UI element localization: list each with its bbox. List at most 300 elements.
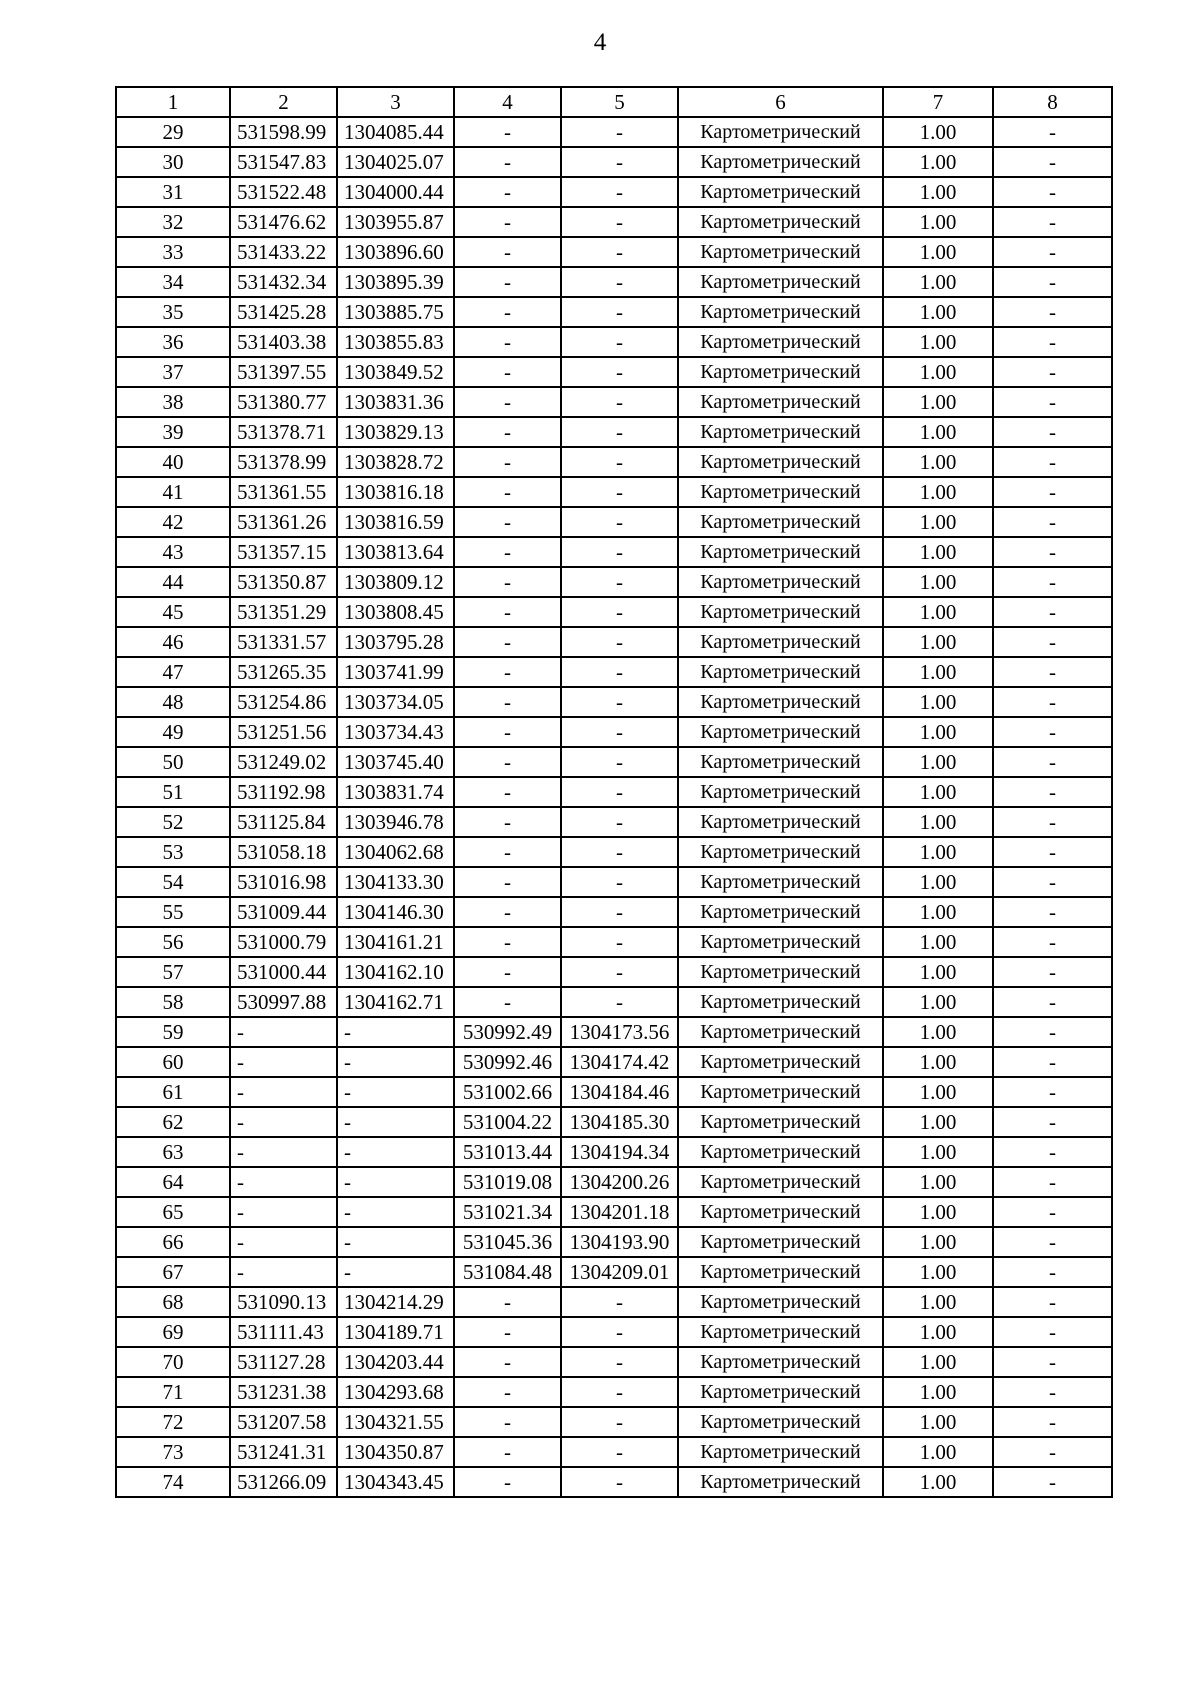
method-cell: Картометрический xyxy=(678,1077,883,1107)
coordinates-table xyxy=(115,86,1113,1498)
point-number-cell: 46 xyxy=(116,627,230,657)
table-row xyxy=(116,1017,1112,1047)
x-coord-alt-cell: - xyxy=(454,1317,561,1347)
point-number-cell: 62 xyxy=(116,1107,230,1137)
y-coord-cell: - xyxy=(337,1107,454,1137)
method-cell: Картометрический xyxy=(678,837,883,867)
x-coord-alt-cell: - xyxy=(454,507,561,537)
y-coord-cell: 1304000.44 xyxy=(337,177,454,207)
y-coord-cell: - xyxy=(337,1227,454,1257)
note-cell: - xyxy=(993,297,1112,327)
x-coord-alt-cell: - xyxy=(454,927,561,957)
note-cell: - xyxy=(993,1377,1112,1407)
point-number-cell: 48 xyxy=(116,687,230,717)
method-cell: Картометрический xyxy=(678,1017,883,1047)
method-cell: Картометрический xyxy=(678,627,883,657)
note-cell: - xyxy=(993,1107,1112,1137)
point-number-cell: 32 xyxy=(116,207,230,237)
method-cell: Картометрический xyxy=(678,777,883,807)
y-coord-alt-cell: - xyxy=(561,567,678,597)
note-cell: - xyxy=(993,657,1112,687)
note-cell: - xyxy=(993,507,1112,537)
x-coord-cell: - xyxy=(230,1167,337,1197)
note-cell: - xyxy=(993,837,1112,867)
y-coord-cell: - xyxy=(337,1047,454,1077)
table-row xyxy=(116,477,1112,507)
point-number-cell: 31 xyxy=(116,177,230,207)
point-number-cell: 53 xyxy=(116,837,230,867)
point-number-cell: 61 xyxy=(116,1077,230,1107)
method-cell: Картометрический xyxy=(678,447,883,477)
x-coord-cell: 531351.29 xyxy=(230,597,337,627)
note-cell: - xyxy=(993,387,1112,417)
y-coord-cell: 1303795.28 xyxy=(337,627,454,657)
x-coord-cell: 531058.18 xyxy=(230,837,337,867)
table-row xyxy=(116,867,1112,897)
note-cell: - xyxy=(993,987,1112,1017)
header-cell: 5 xyxy=(561,87,678,117)
y-coord-alt-cell: - xyxy=(561,507,678,537)
y-coord-alt-cell: - xyxy=(561,747,678,777)
point-number-cell: 72 xyxy=(116,1407,230,1437)
y-coord-alt-cell: - xyxy=(561,1437,678,1467)
y-coord-cell: 1304203.44 xyxy=(337,1347,454,1377)
table-row xyxy=(116,537,1112,567)
note-cell: - xyxy=(993,1167,1112,1197)
y-coord-cell: 1303813.64 xyxy=(337,537,454,567)
accuracy-cell: 1.00 xyxy=(883,357,993,387)
accuracy-cell: 1.00 xyxy=(883,237,993,267)
x-coord-alt-cell: - xyxy=(454,987,561,1017)
point-number-cell: 58 xyxy=(116,987,230,1017)
method-cell: Картометрический xyxy=(678,1347,883,1377)
y-coord-cell: 1303895.39 xyxy=(337,267,454,297)
point-number-cell: 41 xyxy=(116,477,230,507)
y-coord-cell: 1303745.40 xyxy=(337,747,454,777)
y-coord-cell: 1304025.07 xyxy=(337,147,454,177)
x-coord-alt-cell: - xyxy=(454,477,561,507)
y-coord-alt-cell: - xyxy=(561,477,678,507)
y-coord-alt-cell: - xyxy=(561,237,678,267)
table-row xyxy=(116,747,1112,777)
table-row xyxy=(116,267,1112,297)
accuracy-cell: 1.00 xyxy=(883,267,993,297)
y-coord-alt-cell: - xyxy=(561,537,678,567)
table-row xyxy=(116,1137,1112,1167)
note-cell: - xyxy=(993,177,1112,207)
x-coord-alt-cell: - xyxy=(454,597,561,627)
x-coord-cell: 531378.99 xyxy=(230,447,337,477)
x-coord-cell: - xyxy=(230,1197,337,1227)
y-coord-alt-cell: - xyxy=(561,897,678,927)
method-cell: Картометрический xyxy=(678,1047,883,1077)
x-coord-alt-cell: - xyxy=(454,627,561,657)
accuracy-cell: 1.00 xyxy=(883,867,993,897)
x-coord-alt-cell: 531045.36 xyxy=(454,1227,561,1257)
method-cell: Картометрический xyxy=(678,1137,883,1167)
y-coord-alt-cell: - xyxy=(561,1377,678,1407)
method-cell: Картометрический xyxy=(678,1287,883,1317)
method-cell: Картометрический xyxy=(678,1167,883,1197)
table-row xyxy=(116,777,1112,807)
x-coord-cell: 531207.58 xyxy=(230,1407,337,1437)
x-coord-cell: - xyxy=(230,1077,337,1107)
x-coord-alt-cell: - xyxy=(454,897,561,927)
table-row xyxy=(116,987,1112,1017)
accuracy-cell: 1.00 xyxy=(883,507,993,537)
point-number-cell: 44 xyxy=(116,567,230,597)
x-coord-alt-cell: - xyxy=(454,357,561,387)
point-number-cell: 39 xyxy=(116,417,230,447)
x-coord-alt-cell: - xyxy=(454,567,561,597)
x-coord-alt-cell: - xyxy=(454,117,561,147)
accuracy-cell: 1.00 xyxy=(883,657,993,687)
accuracy-cell: 1.00 xyxy=(883,777,993,807)
y-coord-cell: 1303734.43 xyxy=(337,717,454,747)
y-coord-alt-cell: - xyxy=(561,447,678,477)
y-coord-alt-cell: - xyxy=(561,357,678,387)
note-cell: - xyxy=(993,567,1112,597)
x-coord-cell: 531009.44 xyxy=(230,897,337,927)
x-coord-alt-cell: 531004.22 xyxy=(454,1107,561,1137)
y-coord-alt-cell: - xyxy=(561,627,678,657)
table-row xyxy=(116,447,1112,477)
note-cell: - xyxy=(993,717,1112,747)
method-cell: Картометрический xyxy=(678,1467,883,1497)
x-coord-cell: 531403.38 xyxy=(230,327,337,357)
x-coord-alt-cell: - xyxy=(454,687,561,717)
table-row xyxy=(116,387,1112,417)
table-row xyxy=(116,417,1112,447)
point-number-cell: 66 xyxy=(116,1227,230,1257)
x-coord-alt-cell: - xyxy=(454,387,561,417)
y-coord-alt-cell: - xyxy=(561,867,678,897)
note-cell: - xyxy=(993,117,1112,147)
y-coord-cell: - xyxy=(337,1137,454,1167)
point-number-cell: 47 xyxy=(116,657,230,687)
x-coord-cell: 531090.13 xyxy=(230,1287,337,1317)
y-coord-alt-cell: - xyxy=(561,987,678,1017)
method-cell: Картометрический xyxy=(678,1107,883,1137)
x-coord-cell: - xyxy=(230,1047,337,1077)
accuracy-cell: 1.00 xyxy=(883,1167,993,1197)
note-cell: - xyxy=(993,537,1112,567)
point-number-cell: 50 xyxy=(116,747,230,777)
x-coord-cell: 531350.87 xyxy=(230,567,337,597)
x-coord-alt-cell: - xyxy=(454,807,561,837)
x-coord-alt-cell: - xyxy=(454,207,561,237)
table-row xyxy=(116,1107,1112,1137)
y-coord-alt-cell: - xyxy=(561,837,678,867)
y-coord-alt-cell: - xyxy=(561,1407,678,1437)
y-coord-alt-cell: - xyxy=(561,417,678,447)
accuracy-cell: 1.00 xyxy=(883,207,993,237)
note-cell: - xyxy=(993,597,1112,627)
method-cell: Картометрический xyxy=(678,1317,883,1347)
x-coord-alt-cell: - xyxy=(454,297,561,327)
accuracy-cell: 1.00 xyxy=(883,927,993,957)
x-coord-cell: 531331.57 xyxy=(230,627,337,657)
x-coord-cell: 531251.56 xyxy=(230,717,337,747)
y-coord-alt-cell: - xyxy=(561,1347,678,1377)
x-coord-cell: - xyxy=(230,1017,337,1047)
accuracy-cell: 1.00 xyxy=(883,177,993,207)
table-row xyxy=(116,1407,1112,1437)
x-coord-alt-cell: - xyxy=(454,177,561,207)
page-number: 4 xyxy=(593,29,607,56)
accuracy-cell: 1.00 xyxy=(883,1347,993,1377)
point-number-cell: 42 xyxy=(116,507,230,537)
x-coord-alt-cell: - xyxy=(454,1377,561,1407)
x-coord-alt-cell: - xyxy=(454,717,561,747)
x-coord-alt-cell: - xyxy=(454,1287,561,1317)
y-coord-alt-cell: - xyxy=(561,1317,678,1347)
note-cell: - xyxy=(993,1017,1112,1047)
table-row xyxy=(116,1347,1112,1377)
table-row xyxy=(116,717,1112,747)
x-coord-cell: - xyxy=(230,1137,337,1167)
y-coord-cell: 1304161.21 xyxy=(337,927,454,957)
note-cell: - xyxy=(993,807,1112,837)
method-cell: Картометрический xyxy=(678,987,883,1017)
header-cell: 4 xyxy=(454,87,561,117)
x-coord-cell: 531380.77 xyxy=(230,387,337,417)
x-coord-alt-cell: - xyxy=(454,867,561,897)
accuracy-cell: 1.00 xyxy=(883,1257,993,1287)
y-coord-cell: 1304162.71 xyxy=(337,987,454,1017)
x-coord-alt-cell: - xyxy=(454,237,561,267)
x-coord-cell: 531598.99 xyxy=(230,117,337,147)
y-coord-cell: 1304350.87 xyxy=(337,1437,454,1467)
y-coord-cell: - xyxy=(337,1077,454,1107)
y-coord-cell: 1303741.99 xyxy=(337,657,454,687)
note-cell: - xyxy=(993,237,1112,267)
note-cell: - xyxy=(993,867,1112,897)
note-cell: - xyxy=(993,897,1112,927)
y-coord-cell: 1303849.52 xyxy=(337,357,454,387)
y-coord-alt-cell: 1304194.34 xyxy=(561,1137,678,1167)
y-coord-cell: 1303808.45 xyxy=(337,597,454,627)
table-row xyxy=(116,1047,1112,1077)
x-coord-cell: 531254.86 xyxy=(230,687,337,717)
method-cell: Картометрический xyxy=(678,237,883,267)
x-coord-alt-cell: 531084.48 xyxy=(454,1257,561,1287)
table-row xyxy=(116,1377,1112,1407)
y-coord-cell: 1303955.87 xyxy=(337,207,454,237)
y-coord-cell: 1304146.30 xyxy=(337,897,454,927)
accuracy-cell: 1.00 xyxy=(883,1017,993,1047)
x-coord-alt-cell: - xyxy=(454,777,561,807)
point-number-cell: 49 xyxy=(116,717,230,747)
x-coord-alt-cell: 531019.08 xyxy=(454,1167,561,1197)
accuracy-cell: 1.00 xyxy=(883,1377,993,1407)
method-cell: Картометрический xyxy=(678,1407,883,1437)
table-row xyxy=(116,627,1112,657)
method-cell: Картометрический xyxy=(678,297,883,327)
accuracy-cell: 1.00 xyxy=(883,717,993,747)
table-row xyxy=(116,1197,1112,1227)
x-coord-cell: 531231.38 xyxy=(230,1377,337,1407)
method-cell: Картометрический xyxy=(678,687,883,717)
y-coord-cell: - xyxy=(337,1257,454,1287)
note-cell: - xyxy=(993,927,1112,957)
method-cell: Картометрический xyxy=(678,867,883,897)
y-coord-cell: 1303829.13 xyxy=(337,417,454,447)
y-coord-alt-cell: - xyxy=(561,387,678,417)
table-row xyxy=(116,1167,1112,1197)
point-number-cell: 51 xyxy=(116,777,230,807)
note-cell: - xyxy=(993,477,1112,507)
header-cell: 1 xyxy=(116,87,230,117)
point-number-cell: 68 xyxy=(116,1287,230,1317)
accuracy-cell: 1.00 xyxy=(883,447,993,477)
note-cell: - xyxy=(993,1437,1112,1467)
header-cell: 2 xyxy=(230,87,337,117)
method-cell: Картометрический xyxy=(678,1227,883,1257)
table-row xyxy=(116,1227,1112,1257)
x-coord-alt-cell: - xyxy=(454,1407,561,1437)
point-number-cell: 36 xyxy=(116,327,230,357)
accuracy-cell: 1.00 xyxy=(883,327,993,357)
table-row xyxy=(116,1437,1112,1467)
point-number-cell: 59 xyxy=(116,1017,230,1047)
accuracy-cell: 1.00 xyxy=(883,1227,993,1257)
note-cell: - xyxy=(993,1257,1112,1287)
x-coord-alt-cell: - xyxy=(454,447,561,477)
y-coord-alt-cell: - xyxy=(561,687,678,717)
point-number-cell: 74 xyxy=(116,1467,230,1497)
accuracy-cell: 1.00 xyxy=(883,147,993,177)
header-cell: 6 xyxy=(678,87,883,117)
x-coord-cell: 531266.09 xyxy=(230,1467,337,1497)
accuracy-cell: 1.00 xyxy=(883,1197,993,1227)
accuracy-cell: 1.00 xyxy=(883,957,993,987)
note-cell: - xyxy=(993,207,1112,237)
x-coord-alt-cell: - xyxy=(454,1347,561,1377)
method-cell: Картометрический xyxy=(678,177,883,207)
method-cell: Картометрический xyxy=(678,927,883,957)
y-coord-cell: - xyxy=(337,1017,454,1047)
x-coord-alt-cell: - xyxy=(454,147,561,177)
method-cell: Картометрический xyxy=(678,507,883,537)
x-coord-alt-cell: 530992.46 xyxy=(454,1047,561,1077)
method-cell: Картометрический xyxy=(678,357,883,387)
table-row xyxy=(116,1467,1112,1497)
x-coord-alt-cell: - xyxy=(454,267,561,297)
method-cell: Картометрический xyxy=(678,417,883,447)
note-cell: - xyxy=(993,1347,1112,1377)
point-number-cell: 70 xyxy=(116,1347,230,1377)
point-number-cell: 56 xyxy=(116,927,230,957)
note-cell: - xyxy=(993,1227,1112,1257)
x-coord-cell: 531378.71 xyxy=(230,417,337,447)
table-row xyxy=(116,957,1112,987)
note-cell: - xyxy=(993,417,1112,447)
x-coord-alt-cell: 531002.66 xyxy=(454,1077,561,1107)
x-coord-cell: 531265.35 xyxy=(230,657,337,687)
method-cell: Картометрический xyxy=(678,657,883,687)
point-number-cell: 38 xyxy=(116,387,230,417)
table-row xyxy=(116,177,1112,207)
method-cell: Картометрический xyxy=(678,1377,883,1407)
x-coord-cell: 531000.44 xyxy=(230,957,337,987)
x-coord-cell: 531357.15 xyxy=(230,537,337,567)
y-coord-alt-cell: - xyxy=(561,927,678,957)
table-row xyxy=(116,117,1112,147)
point-number-cell: 57 xyxy=(116,957,230,987)
y-coord-cell: 1303896.60 xyxy=(337,237,454,267)
table-row xyxy=(116,1077,1112,1107)
note-cell: - xyxy=(993,687,1112,717)
y-coord-alt-cell: - xyxy=(561,807,678,837)
method-cell: Картометрический xyxy=(678,537,883,567)
y-coord-cell: - xyxy=(337,1197,454,1227)
x-coord-alt-cell: - xyxy=(454,537,561,567)
accuracy-cell: 1.00 xyxy=(883,297,993,327)
table-row xyxy=(116,1257,1112,1287)
y-coord-alt-cell: 1304209.01 xyxy=(561,1257,678,1287)
method-cell: Картометрический xyxy=(678,207,883,237)
y-coord-cell: 1303809.12 xyxy=(337,567,454,597)
accuracy-cell: 1.00 xyxy=(883,477,993,507)
y-coord-cell: 1303885.75 xyxy=(337,297,454,327)
note-cell: - xyxy=(993,627,1112,657)
method-cell: Картометрический xyxy=(678,597,883,627)
table-row xyxy=(116,567,1112,597)
y-coord-cell: 1303816.18 xyxy=(337,477,454,507)
point-number-cell: 30 xyxy=(116,147,230,177)
table-row xyxy=(116,297,1112,327)
point-number-cell: 64 xyxy=(116,1167,230,1197)
x-coord-cell: - xyxy=(230,1227,337,1257)
y-coord-cell: 1304133.30 xyxy=(337,867,454,897)
header-cell: 8 xyxy=(993,87,1112,117)
y-coord-cell: - xyxy=(337,1167,454,1197)
x-coord-cell: 531547.83 xyxy=(230,147,337,177)
accuracy-cell: 1.00 xyxy=(883,1437,993,1467)
accuracy-cell: 1.00 xyxy=(883,1077,993,1107)
method-cell: Картометрический xyxy=(678,747,883,777)
y-coord-alt-cell: 1304193.90 xyxy=(561,1227,678,1257)
note-cell: - xyxy=(993,1467,1112,1497)
y-coord-cell: 1303734.05 xyxy=(337,687,454,717)
table-row xyxy=(116,897,1112,927)
x-coord-alt-cell: - xyxy=(454,837,561,867)
x-coord-cell: 531476.62 xyxy=(230,207,337,237)
x-coord-cell: 531361.55 xyxy=(230,477,337,507)
x-coord-cell: 531016.98 xyxy=(230,867,337,897)
y-coord-alt-cell: 1304174.42 xyxy=(561,1047,678,1077)
accuracy-cell: 1.00 xyxy=(883,837,993,867)
table-row xyxy=(116,1287,1112,1317)
method-cell: Картометрический xyxy=(678,477,883,507)
method-cell: Картометрический xyxy=(678,717,883,747)
y-coord-alt-cell: - xyxy=(561,117,678,147)
accuracy-cell: 1.00 xyxy=(883,897,993,927)
accuracy-cell: 1.00 xyxy=(883,807,993,837)
table-row xyxy=(116,507,1112,537)
point-number-cell: 55 xyxy=(116,897,230,927)
table-row xyxy=(116,657,1112,687)
accuracy-cell: 1.00 xyxy=(883,117,993,147)
method-cell: Картометрический xyxy=(678,897,883,927)
y-coord-cell: 1304293.68 xyxy=(337,1377,454,1407)
y-coord-alt-cell: 1304201.18 xyxy=(561,1197,678,1227)
y-coord-cell: 1304062.68 xyxy=(337,837,454,867)
point-number-cell: 29 xyxy=(116,117,230,147)
table-row xyxy=(116,597,1112,627)
x-coord-cell: - xyxy=(230,1107,337,1137)
